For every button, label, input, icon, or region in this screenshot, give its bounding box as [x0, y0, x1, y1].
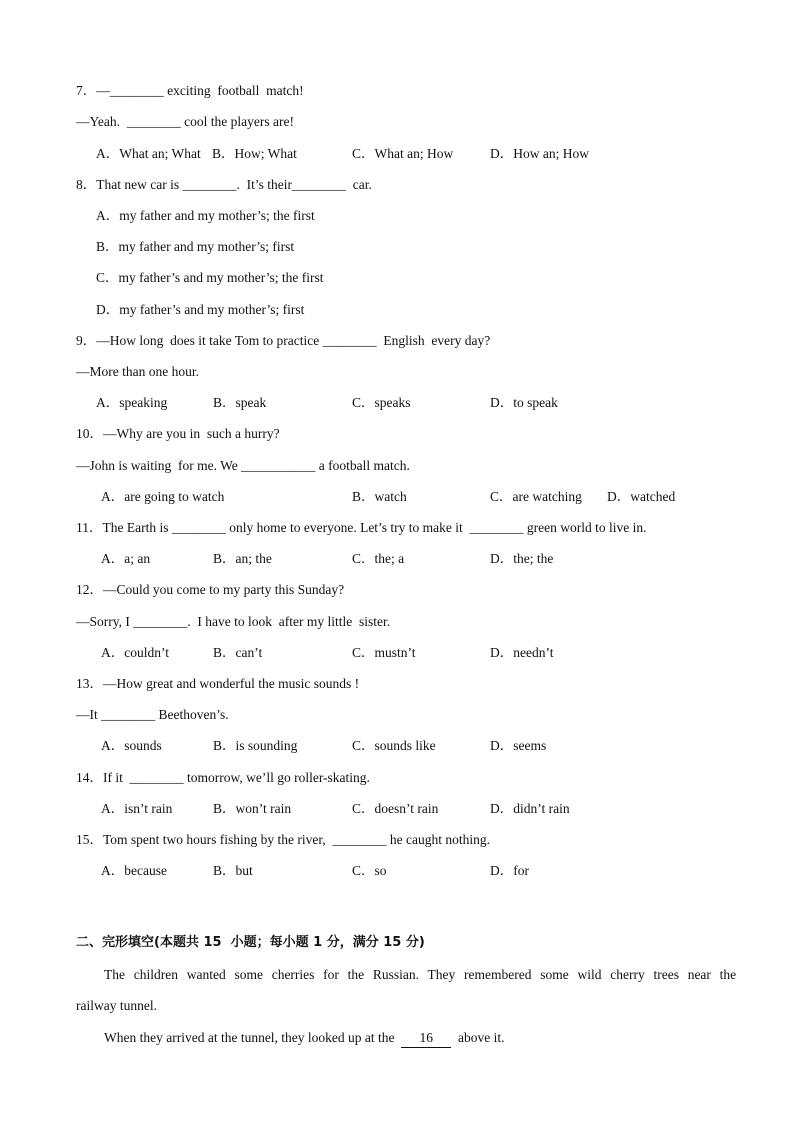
question-8-stem: 8．That new car is ________. It’s their________ car. — [76, 177, 372, 192]
question-13-stem: 13．—How great and wonderful the music sounds ! — [76, 676, 360, 691]
question-14-option-c[interactable]: C．doesn’t rain — [352, 801, 439, 816]
question-11-option-d[interactable]: D．the; the — [490, 551, 554, 566]
question-14-option-b[interactable]: B．won’t rain — [213, 801, 292, 816]
question-9-reply: —More than one hour. — [76, 364, 199, 379]
question-13-option-a[interactable]: A．sounds — [101, 738, 162, 753]
question-10-reply: —John is waiting for me. We ___________ a football match. — [76, 458, 410, 473]
question-9-option-b[interactable]: B．speak — [213, 395, 267, 410]
passage-line-3 — [104, 1029, 505, 1048]
question-7-option-b[interactable]: B．How; What — [212, 146, 297, 161]
question-11-stem: 11．The Earth is ________ only home to everyone. Let’s try to make it ________ green world to live in. — [76, 520, 647, 535]
question-9-option-a[interactable]: A．speaking — [96, 395, 168, 410]
question-12-stem: 12．—Could you come to my party this Sunday? — [76, 582, 345, 597]
question-10-option-c[interactable]: C．are watching — [490, 489, 582, 504]
passage-line-3-prefix: When they arrived at the tunnel, they looked up at the — [104, 1030, 395, 1045]
question-13-reply: —It ________ Beethoven’s. — [76, 707, 229, 722]
question-11-option-c[interactable]: C．the; a — [352, 551, 405, 566]
question-10-stem: 10．—Why are you in such a hurry? — [76, 426, 280, 441]
question-11-option-a[interactable]: A．a; an — [101, 551, 151, 566]
question-14-option-a[interactable]: A．isn’t rain — [101, 801, 173, 816]
question-11-option-b[interactable]: B．an; the — [213, 551, 272, 566]
question-8-option-c[interactable]: C．my father’s and my mother’s; the first — [96, 270, 324, 285]
question-9-option-c[interactable]: C．speaks — [352, 395, 411, 410]
question-12-option-a[interactable]: A．couldn’t — [101, 645, 169, 660]
question-10-option-b[interactable]: B．watch — [352, 489, 407, 504]
question-9-option-d[interactable]: D．to speak — [490, 395, 558, 410]
question-10-option-d[interactable]: D．watched — [607, 489, 676, 504]
question-13-option-d[interactable]: D．seems — [490, 738, 547, 753]
question-7-reply: —Yeah. ________ cool the players are! — [76, 114, 294, 129]
blank-16[interactable]: 16 — [401, 1029, 451, 1048]
question-15-option-c[interactable]: C．so — [352, 863, 387, 878]
passage-line-2: railway tunnel. — [76, 998, 157, 1013]
question-10-option-a[interactable]: A．are going to watch — [101, 489, 225, 504]
question-15-option-b[interactable]: B．but — [213, 863, 253, 878]
question-7-stem: 7．—________ exciting football match! — [76, 83, 304, 98]
passage-line-1: The children wanted some cherries for the Russian. They remembered some wild cherry trees near the — [104, 967, 737, 982]
question-12-option-d[interactable]: D．needn’t — [490, 645, 554, 660]
question-12-option-b[interactable]: B．can’t — [213, 645, 263, 660]
question-13-option-c[interactable]: C．sounds like — [352, 738, 436, 753]
question-8-option-a[interactable]: A．my father and my mother’s; the first — [96, 208, 315, 223]
question-12-option-c[interactable]: C．mustn’t — [352, 645, 416, 660]
section-title: 二、完形填空(本题共 15 小题；每小题 1 分，满分 15 分) — [76, 935, 425, 950]
question-8-option-b[interactable]: B．my father and my mother’s; first — [96, 239, 295, 254]
question-9-stem: 9．—How long does it take Tom to practice ________ English every day? — [76, 333, 491, 348]
question-14-stem: 14．If it ________ tomorrow, we’ll go roller-skating. — [76, 770, 370, 785]
question-7-option-d[interactable]: D．How an; How — [490, 146, 589, 161]
question-7-option-c[interactable]: C．What an; How — [352, 146, 454, 161]
question-15-stem: 15．Tom spent two hours fishing by the river, ________ he caught nothing. — [76, 832, 490, 847]
question-13-option-b[interactable]: B．is sounding — [213, 738, 298, 753]
question-15-option-a[interactable]: A．because — [101, 863, 167, 878]
question-14-option-d[interactable]: D．didn’t rain — [490, 801, 570, 816]
question-8-option-d[interactable]: D．my father’s and my mother’s; first — [96, 302, 305, 317]
question-7-option-a[interactable]: A．What an; What — [96, 146, 201, 161]
question-12-reply: —Sorry, I ________. I have to look after my little sister. — [76, 614, 391, 629]
passage-line-3-suffix: above it. — [458, 1030, 505, 1045]
question-15-option-d[interactable]: D．for — [490, 863, 529, 878]
